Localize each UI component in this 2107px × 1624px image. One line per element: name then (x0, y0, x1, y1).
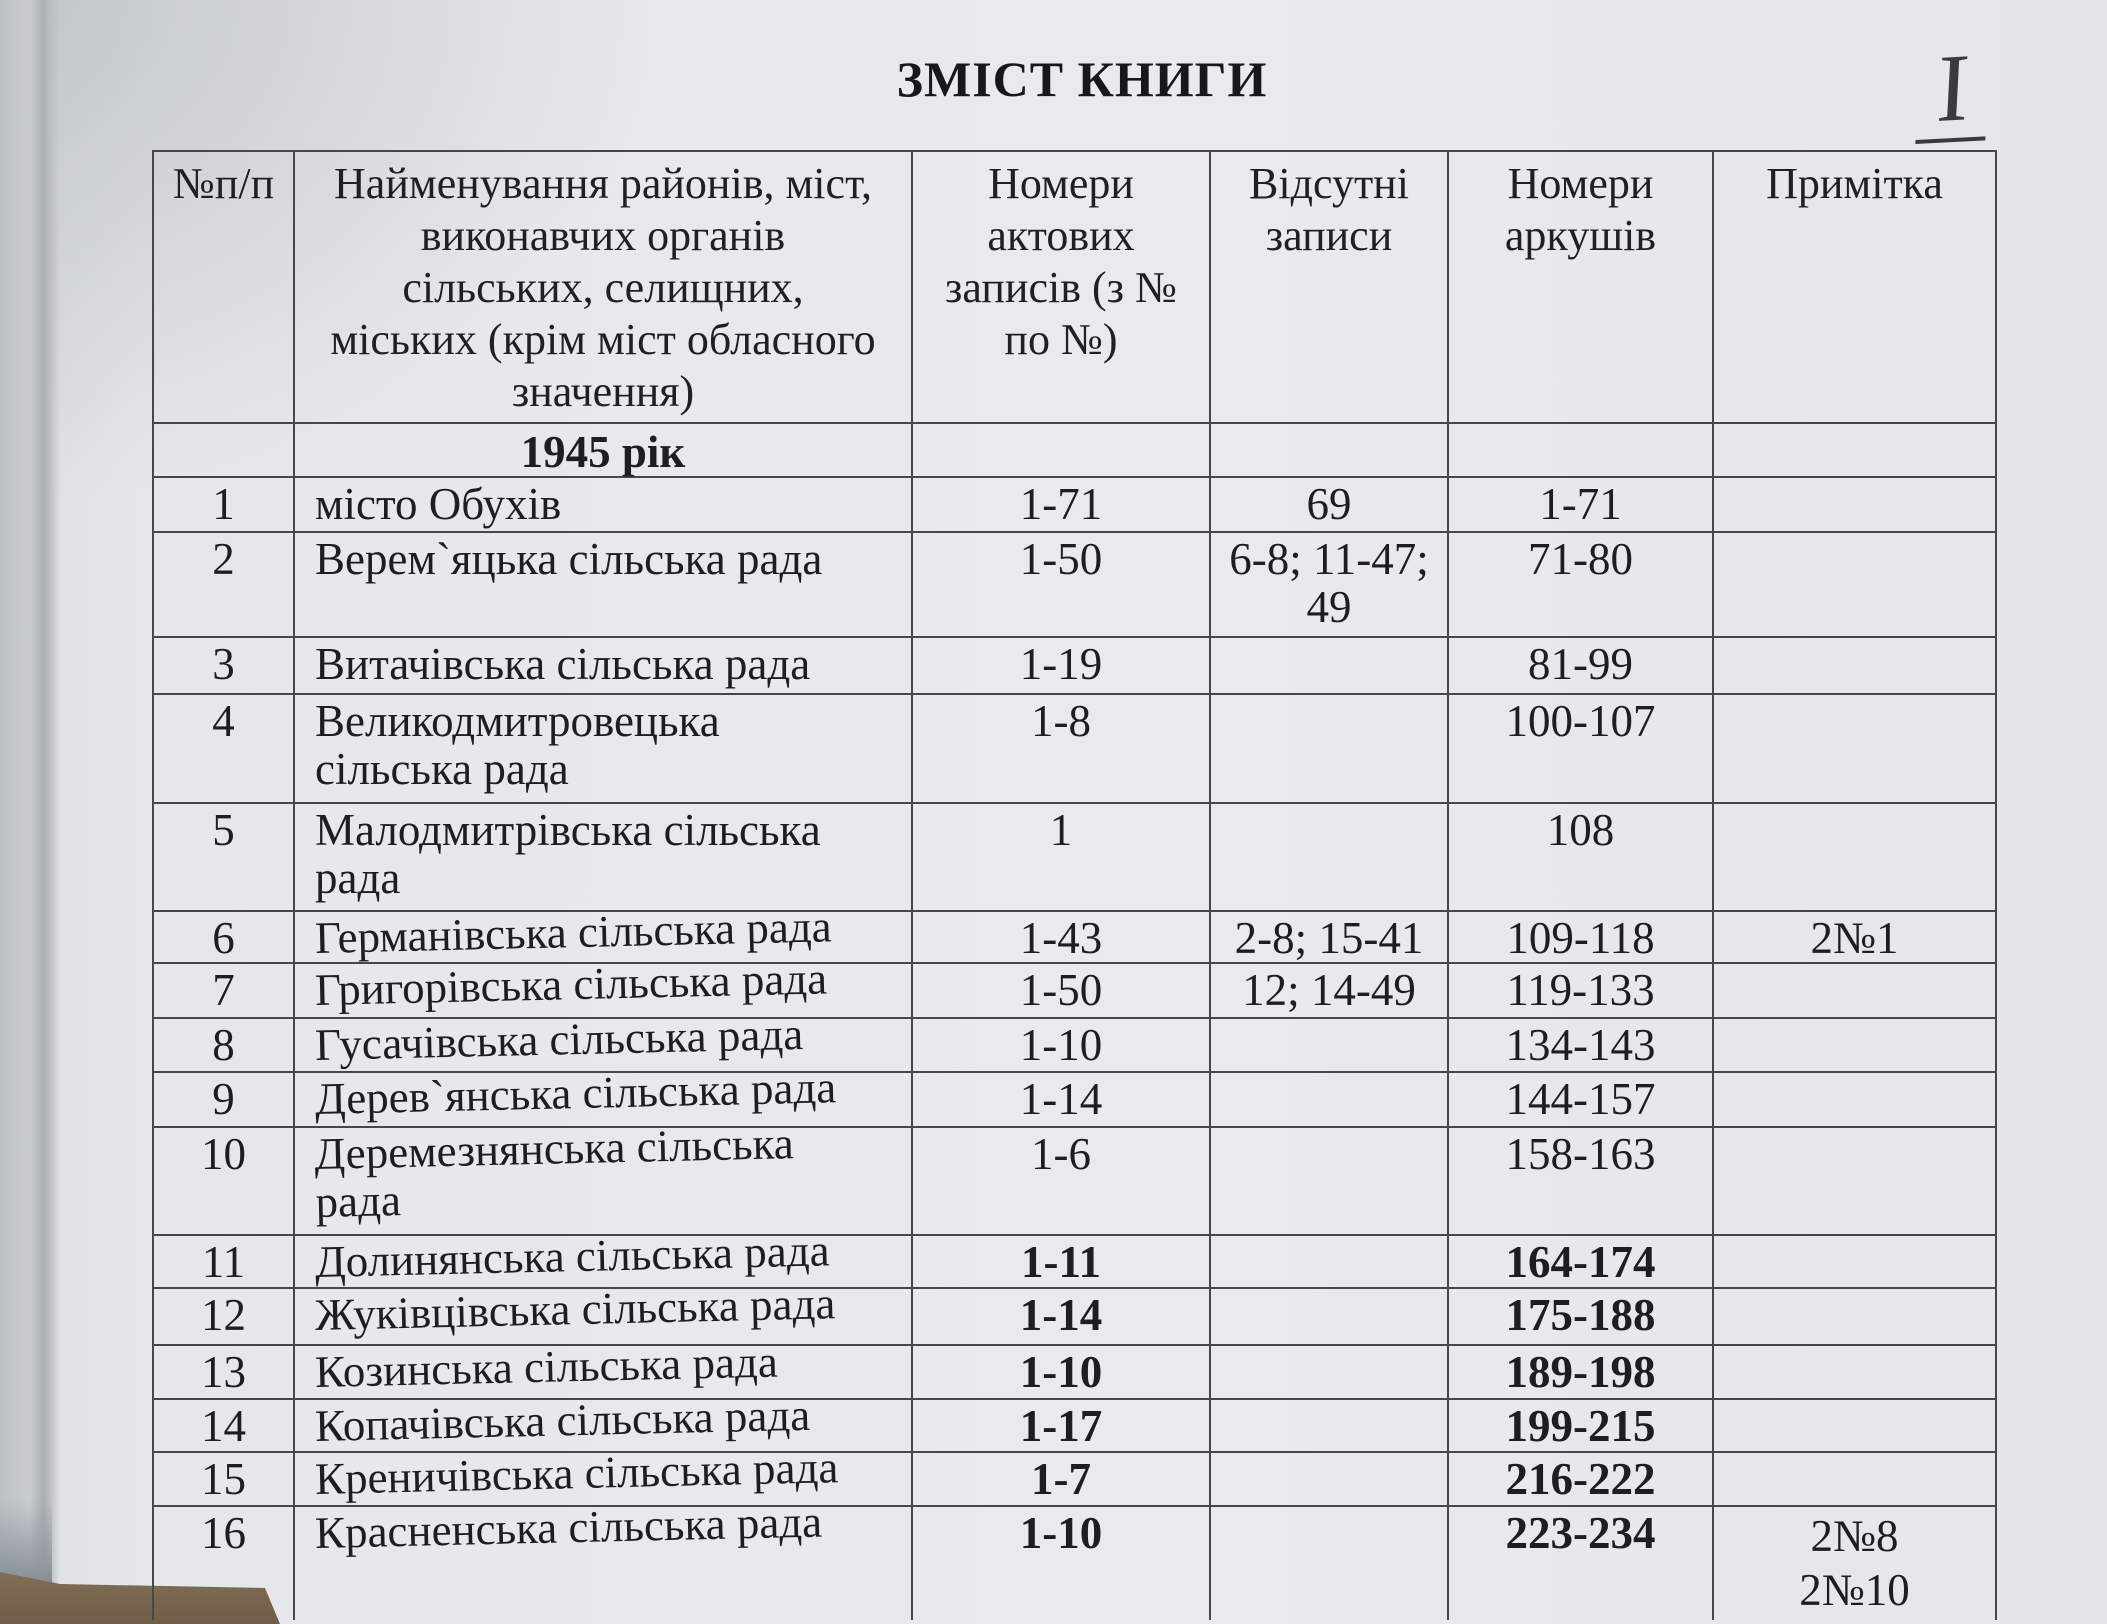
cell-row-number: 9 (153, 1072, 294, 1127)
empty-cell (912, 423, 1210, 477)
cell-row-number: 4 (153, 694, 294, 803)
empty-cell (153, 423, 294, 477)
cell-note (1713, 1345, 1996, 1399)
cell-record-numbers: 1 (912, 803, 1210, 911)
empty-cell (1210, 423, 1448, 477)
cell-missing-records (1210, 1506, 1448, 1620)
header-line: записів (з № (945, 263, 1177, 312)
header-line: аркушів (1504, 211, 1657, 260)
cell-record-numbers: 1-14 (912, 1072, 1210, 1127)
cell-sheet-numbers: 109-118 (1448, 911, 1713, 963)
cell-sheet-numbers: 144-157 (1448, 1072, 1713, 1127)
cell-missing-records (1210, 1345, 1448, 1399)
cell-record-numbers: 1-50 (912, 532, 1210, 637)
cell-row-number: 8 (153, 1018, 294, 1072)
table-row (153, 1072, 1996, 1127)
cell-council-name (294, 1062, 912, 1127)
cell-missing-records (1210, 1288, 1448, 1345)
cell-note (1713, 1072, 1996, 1127)
header-missing-records (1210, 151, 1448, 423)
table-row (153, 1506, 1996, 1620)
table-row (153, 1452, 1996, 1506)
section-year: 1945 рік (294, 423, 912, 477)
cell-note (1713, 477, 1996, 532)
cell-note (1713, 1235, 1996, 1288)
cell-record-numbers: 1-14 (912, 1288, 1210, 1345)
table-row (153, 1235, 1996, 1288)
cell-record-numbers: 1-10 (912, 1345, 1210, 1399)
cell-missing-records: 6-8; 11-47; 49 (1210, 532, 1448, 637)
empty-cell (1713, 423, 1996, 477)
cell-row-number: 13 (153, 1345, 294, 1399)
cell-note (1713, 1452, 1996, 1506)
council-name-text: Копачівська сільська рада (314, 1389, 811, 1451)
header-line: міських (крім міст обласного (330, 315, 876, 364)
cell-sheet-numbers: 119-133 (1448, 963, 1713, 1018)
cell-row-number: 11 (153, 1235, 294, 1288)
council-name-text: Григорівська сільська рада (314, 953, 828, 1015)
cell-note (1713, 1127, 1996, 1235)
table-row (153, 1345, 1996, 1399)
header-line: по №) (1004, 315, 1118, 364)
cell-note (1713, 1399, 1996, 1452)
cell-council-name (294, 1278, 912, 1345)
cell-sheet-numbers: 164-174 (1448, 1235, 1713, 1288)
header-record-numbers (912, 151, 1210, 423)
header-line: Примітка (1766, 159, 1943, 208)
cell-record-numbers: 1-7 (912, 1452, 1210, 1506)
table-row (153, 911, 1996, 963)
cell-missing-records (1210, 1452, 1448, 1506)
cell-record-numbers: 1-8 (912, 694, 1210, 803)
cell-council-name (294, 477, 912, 532)
table-row (153, 803, 1996, 911)
cell-missing-records (1210, 1399, 1448, 1452)
cell-row-number: 6 (153, 911, 294, 963)
table-row (153, 1018, 1996, 1072)
cell-sheet-numbers: 108 (1448, 803, 1713, 911)
cell-council-name (294, 1118, 912, 1235)
council-name-text: Дерев`янська сільська рада (314, 1062, 837, 1124)
table-row (153, 1288, 1996, 1345)
council-name-text: Долинянська сільська рада (314, 1225, 831, 1287)
council-name-text: Германівська сільська рада (314, 901, 833, 963)
cell-record-numbers: 1-10 (912, 1506, 1210, 1620)
council-name-text: Гусачівська сільська рада (314, 1008, 804, 1070)
cell-sheet-numbers: 175-188 (1448, 1288, 1713, 1345)
cell-record-numbers: 1-43 (912, 911, 1210, 963)
cell-sheet-numbers: 189-198 (1448, 1345, 1713, 1399)
header-council-name (294, 151, 912, 423)
binding-shadow (0, 0, 60, 1624)
cell-sheet-numbers: 100-107 (1448, 694, 1713, 803)
council-name-text: Красненська сільська рада (314, 1496, 823, 1558)
cell-missing-records (1210, 803, 1448, 911)
cell-note (1713, 694, 1996, 803)
cell-sheet-numbers: 71-80 (1448, 532, 1713, 637)
cell-council-name (294, 1336, 912, 1399)
table-row (153, 1127, 1996, 1235)
cell-sheet-numbers: 158-163 (1448, 1127, 1713, 1235)
header-line: Номери (1507, 159, 1654, 208)
cell-council-name (294, 637, 912, 694)
cell-row-number: 16 (153, 1506, 294, 1620)
cell-row-number: 3 (153, 637, 294, 694)
cell-record-numbers: 1-10 (912, 1018, 1210, 1072)
cell-record-numbers: 1-71 (912, 477, 1210, 532)
section-year-row (153, 423, 1996, 477)
header-line: Відсутні (1249, 159, 1409, 208)
page-title: ЗМІСТ КНИГИ (896, 51, 1268, 107)
council-name-text: Деремезнянська сільська рада (313, 1118, 795, 1227)
cell-record-numbers: 1-6 (912, 1127, 1210, 1235)
cell-note: 2№8 2№10 (1713, 1506, 1996, 1620)
cell-record-numbers: 1-11 (912, 1235, 1210, 1288)
council-name-text: Козинська сільська рада (314, 1336, 779, 1397)
header-row-number (153, 151, 294, 423)
table-row (153, 532, 1996, 637)
cell-sheet-numbers: 223-234 (1448, 1506, 1713, 1620)
cell-missing-records (1210, 694, 1448, 803)
cell-council-name (294, 532, 912, 637)
table-row (153, 1399, 1996, 1452)
header-line: сільських, селищних, (402, 263, 804, 312)
table-row (153, 637, 1996, 694)
cell-missing-records: 2-8; 15-41 (1210, 911, 1448, 963)
cell-missing-records (1210, 1018, 1448, 1072)
cell-row-number: 1 (153, 477, 294, 532)
handwritten-page-mark: I (1915, 38, 1990, 144)
cell-row-number: 7 (153, 963, 294, 1018)
table-row (153, 694, 1996, 803)
cell-row-number: 10 (153, 1127, 294, 1235)
cell-record-numbers: 1-17 (912, 1399, 1210, 1452)
cell-missing-records (1210, 1127, 1448, 1235)
cell-missing-records (1210, 1235, 1448, 1288)
header-line: Номери (988, 159, 1134, 208)
cell-row-number: 2 (153, 532, 294, 637)
cell-sheet-numbers: 134-143 (1448, 1018, 1713, 1072)
council-name-text: Великодмитровецька сільська рада (315, 696, 720, 794)
cell-missing-records: 12; 14-49 (1210, 963, 1448, 1018)
cell-missing-records: 69 (1210, 477, 1448, 532)
council-name-text: Креничівська сільська рада (314, 1442, 839, 1504)
header-note (1713, 151, 1996, 423)
cell-sheet-numbers: 199-215 (1448, 1399, 1713, 1452)
cell-council-name (294, 803, 912, 911)
cell-note (1713, 803, 1996, 911)
cell-council-name (294, 1496, 912, 1620)
cell-row-number: 12 (153, 1288, 294, 1345)
cell-sheet-numbers: 1-71 (1448, 477, 1713, 532)
cell-row-number: 14 (153, 1399, 294, 1452)
council-name-text: місто Обухів (315, 479, 562, 529)
header-line: виконавчих органів (420, 211, 786, 260)
cell-note (1713, 1288, 1996, 1345)
cell-record-numbers: 1-19 (912, 637, 1210, 694)
header-line: актових (987, 211, 1135, 260)
empty-cell (1448, 423, 1713, 477)
contents-table (152, 150, 1997, 1620)
table-header-row (153, 151, 1996, 423)
table-row (153, 963, 1996, 1018)
cell-missing-records (1210, 637, 1448, 694)
cell-council-name (294, 953, 912, 1018)
table-row (153, 477, 1996, 532)
council-name-text: Жуківцівська сільська рада (314, 1278, 836, 1340)
header-line: №п/п (172, 159, 275, 208)
cell-missing-records (1210, 1072, 1448, 1127)
cell-note (1713, 963, 1996, 1018)
contents-table-body (153, 423, 1996, 1620)
header-sheet-numbers (1448, 151, 1713, 423)
header-line: Найменування районів, міст, (334, 159, 872, 208)
header-line: значення) (511, 367, 695, 416)
council-name-text: Малодмитрівська сільська рада (315, 805, 821, 903)
cell-record-numbers: 1-50 (912, 963, 1210, 1018)
cell-note (1713, 532, 1996, 637)
header-line: записи (1265, 211, 1393, 260)
cell-note (1713, 637, 1996, 694)
cell-council-name (294, 694, 912, 803)
cell-row-number: 15 (153, 1452, 294, 1506)
council-name-text: Верем`яцька сільська рада (315, 534, 823, 584)
cell-note: 2№1 (1713, 911, 1996, 963)
cell-row-number: 5 (153, 803, 294, 911)
cell-sheet-numbers: 81-99 (1448, 637, 1713, 694)
council-name-text: Витачівська сільська рада (315, 639, 811, 689)
cell-note (1713, 1018, 1996, 1072)
cell-sheet-numbers: 216-222 (1448, 1452, 1713, 1506)
